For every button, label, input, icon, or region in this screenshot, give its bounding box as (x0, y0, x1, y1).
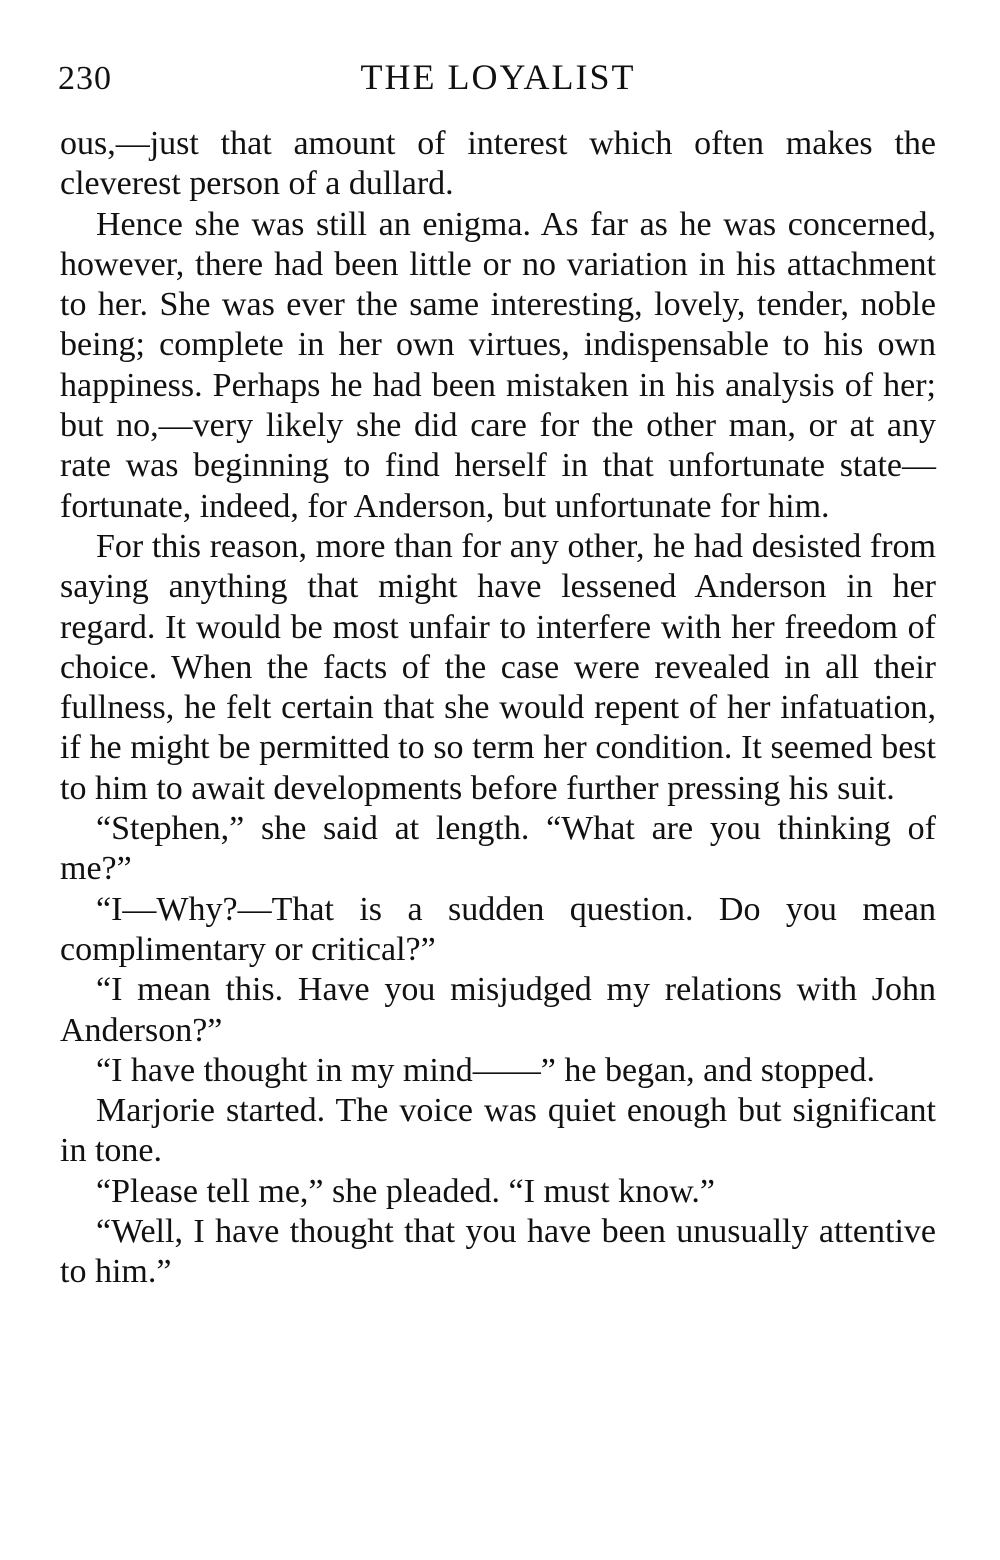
page-number: 230 (58, 60, 112, 97)
dialogue-paragraph: “Please tell me,” she pleaded. “I must know.” (96, 1172, 716, 1210)
book-title: THE LOYALIST (360, 57, 636, 97)
paragraph: ous,—just that amount of interest which often makes the cleverest person of a dullard. (60, 125, 936, 203)
running-head (58, 56, 938, 104)
dialogue-paragraph: “I have thought in my mind——” he began, and stopped. (96, 1051, 875, 1089)
dialogue-paragraph: “I mean this. Have you misjudged my relations with John Anderson?” (60, 971, 936, 1049)
paragraph: Hence she was still an enigma. As far as he was concerned, however, there had been little or no variation in his attachment to her. She was ever the same interesting, lovely, tender, noble being; complete in her own virtues, indispensable to his own happiness. Perhaps he had been mistaken in his analysis of her; but no,—very likely she did care for the other man, or at any rate was beginning to find herself in that unfortunate state—fortunate, indeed, for Anderson, but unfortunate for him. (60, 205, 936, 525)
dialogue-paragraph: “Well, I have thought that you have been unusually attentive to him.” (60, 1213, 936, 1291)
body-text (60, 124, 936, 1293)
dialogue-paragraph: “I—Why?—That is a sudden question. Do you mean complimentary or critical?” (60, 890, 936, 968)
dialogue-paragraph: “Stephen,” she said at length. “What are you thinking of me?” (60, 810, 936, 888)
paragraph: For this reason, more than for any other, he had desisted from saying anything that might have lessened Anderson in her regard. It would be most unfair to interfere with her freedom of choice. When the facts of the case were revealed in all their fullness, he felt certain that she would repent of her infatuation, if he might be permitted to so term her condition. It seemed best to him to await developments before further pressing his suit. (60, 527, 936, 807)
paragraph: Marjorie started. The voice was quiet enough but significant in tone. (60, 1092, 936, 1170)
